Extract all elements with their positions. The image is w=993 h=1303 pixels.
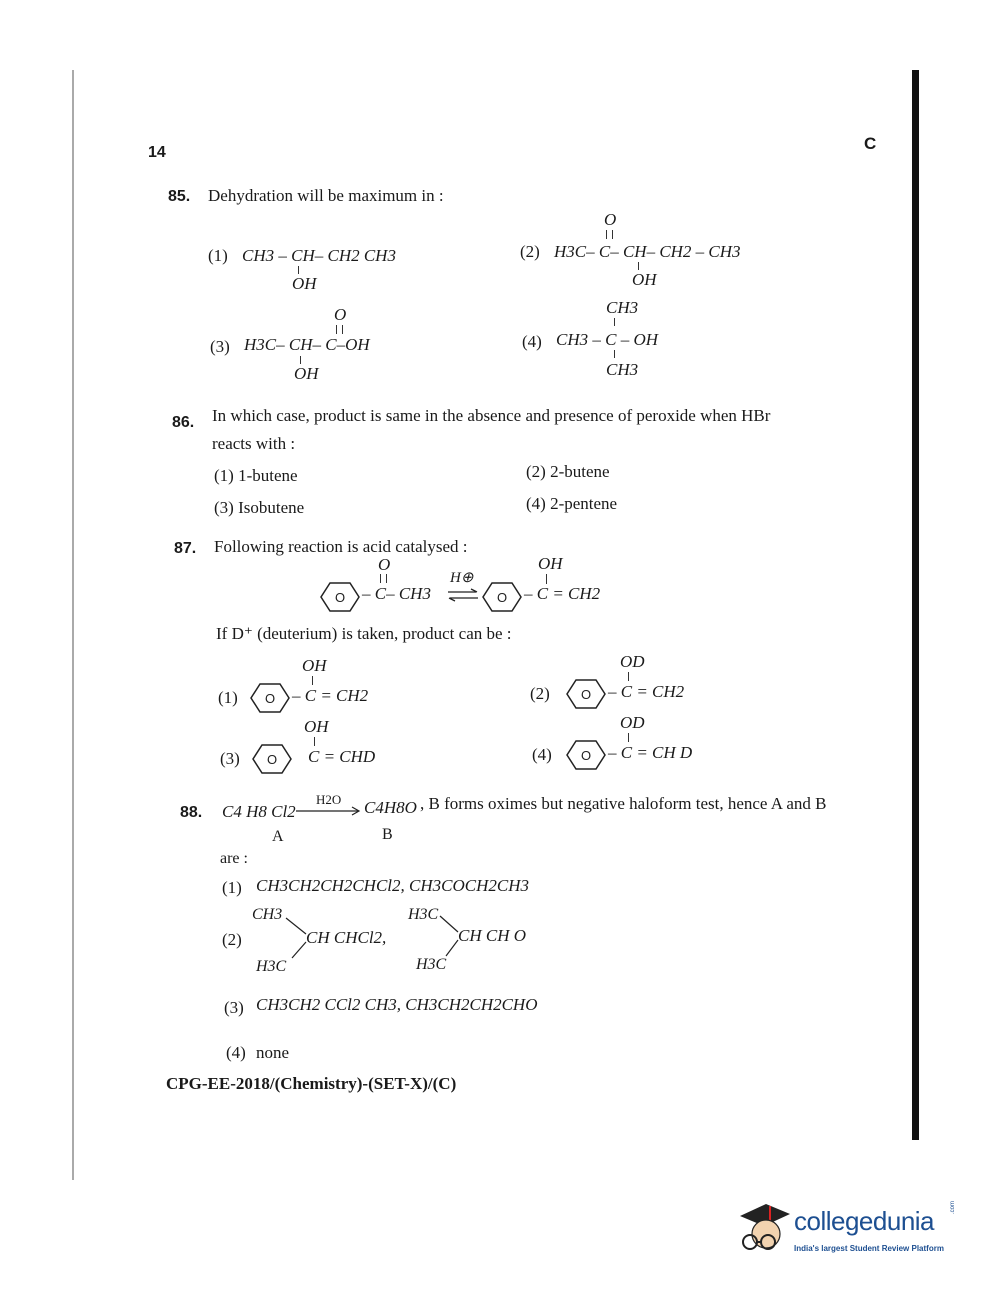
q87-number: 87.: [174, 540, 197, 557]
q88-number: 88.: [180, 804, 203, 821]
q87-text: Following reaction is acid catalysed :: [214, 537, 468, 556]
bond: [312, 676, 313, 685]
q85-o4-top: CH3: [606, 298, 639, 317]
q85-o4-label: (4): [522, 332, 542, 351]
benzene-ring-icon: [252, 743, 292, 775]
q87-o3-label: (3): [220, 749, 240, 768]
bond: [314, 737, 315, 746]
scan-edge-left: [72, 70, 74, 1180]
reaction-ketone-oxygen: O: [378, 555, 391, 574]
q85-o2-oxygen: O: [604, 210, 617, 229]
q88-o1-label: (1): [222, 878, 242, 897]
ring-label: O: [264, 691, 276, 706]
double-bond: [336, 325, 343, 334]
q86-option-3: (3) Isobutene: [214, 498, 305, 517]
q87-o1-label: (1): [218, 688, 238, 707]
q85-o1-oh: OH: [292, 274, 317, 293]
branch-bonds-icon: [436, 912, 462, 960]
bond: [298, 266, 299, 274]
q85-number: 85.: [168, 188, 191, 205]
q88-o2-a-bottom: H3C: [256, 958, 287, 975]
ring-label: O: [334, 590, 346, 605]
q87-o1-formula: – C = CH2: [292, 686, 369, 705]
q88-o2-b-main: CH CH O: [458, 926, 527, 945]
bond: [628, 672, 629, 681]
q87-o4-label: (4): [532, 745, 552, 764]
collegedunia-logo[interactable]: [736, 1200, 962, 1262]
page-footer: CPG-EE-2018/(Chemistry)-(SET-X)/(C): [166, 1074, 457, 1093]
q87-o2-formula: – C = CH2: [608, 682, 685, 701]
q88-o2-a-top: CH3: [252, 906, 283, 923]
q88-o3-label: (3): [224, 998, 244, 1017]
bond: [628, 733, 629, 742]
q87-o3-top: OH: [304, 717, 329, 736]
q86-option-2: (2) 2-butene: [526, 462, 610, 481]
q88-are: are :: [220, 850, 248, 867]
q88-label-a: A: [272, 828, 284, 845]
reaction-enol-oh: OH: [538, 554, 563, 573]
q86-text-line2: reacts with :: [212, 434, 296, 453]
q88-o2-label: (2): [222, 930, 242, 949]
q88-text: , B forms oximes but negative haloform test, hence A and B: [420, 794, 827, 813]
bond: [614, 350, 615, 358]
branch-bonds-icon: [282, 912, 308, 962]
q88-o2-a-main: CH CHCl2,: [306, 928, 387, 947]
q87-o4-top: OD: [620, 713, 645, 732]
q88-o3-formula: CH3CH2 CCl2 CH3, CH3CH2CH2CHO: [256, 995, 538, 1014]
logo-suffix: .com: [950, 1200, 956, 1214]
q88-o2-b-bottom: H3C: [416, 956, 447, 973]
q85-o2-oh: OH: [632, 270, 657, 289]
ring-label: O: [580, 687, 592, 702]
q88-product: C4H8O: [364, 798, 417, 817]
ring-label: O: [266, 752, 278, 767]
ring-label: O: [496, 590, 508, 605]
q86-text-line1: In which case, product is same in the absence and presence of peroxide when HBr: [212, 406, 771, 425]
q85-o4-bottom: CH3: [606, 360, 639, 379]
double-bond: [606, 230, 613, 239]
logo-name: collegedunia: [794, 1206, 935, 1236]
reaction-arrow-icon: [296, 806, 362, 816]
reaction-catalyst: H⊕: [450, 570, 474, 586]
q87-condition: If D⁺ (deuterium) is taken, product can be :: [216, 624, 512, 643]
benzene-ring-icon: [566, 739, 606, 771]
scan-edge-right: [912, 70, 919, 1140]
q87-o1-top: OH: [302, 656, 327, 675]
q85-text: Dehydration will be maximum in :: [208, 186, 444, 205]
q86-option-4: (4) 2-pentene: [526, 494, 618, 513]
q85-o3-formula: H3C– CH– C–OH: [244, 335, 370, 354]
reaction-reactant: – C– CH3: [362, 584, 431, 603]
bond: [614, 318, 615, 326]
benzene-ring-icon: [320, 581, 360, 613]
benzene-ring-icon: [250, 682, 290, 714]
benzene-ring-icon: [566, 678, 606, 710]
q85-o1-label: (1): [208, 246, 228, 265]
q85-o2-label: (2): [520, 242, 540, 261]
q86-option-1: (1) 1-butene: [214, 466, 298, 485]
page-number: 14: [148, 144, 166, 161]
logo-tagline: India's largest Student Review Platform: [794, 1244, 944, 1253]
double-bond: [380, 574, 387, 583]
ring-label: O: [580, 748, 592, 763]
q88-o2-b-top: H3C: [408, 906, 439, 923]
benzene-ring-icon: [482, 581, 522, 613]
q85-o1-formula: CH3 – CH– CH2 CH3: [242, 246, 396, 265]
q88-o4-formula: none: [256, 1043, 290, 1062]
q87-o3-formula: C = CHD: [308, 747, 376, 766]
q85-o3-oh: OH: [294, 364, 319, 383]
q87-o2-top: OD: [620, 652, 645, 671]
reaction-product: – C = CH2: [524, 584, 601, 603]
bond: [546, 574, 547, 584]
equilibrium-arrow-icon: [446, 588, 480, 602]
bond: [300, 356, 301, 364]
q85-o3-label: (3): [210, 337, 230, 356]
q88-reactant: C4 H8 Cl2: [222, 802, 296, 821]
q87-o4-formula: – C = CH D: [608, 743, 693, 762]
q85-o4-formula: CH3 – C – OH: [556, 330, 659, 349]
q85-o3-oxygen: O: [334, 305, 347, 324]
bond: [638, 262, 639, 270]
q88-o1-formula: CH3CH2CH2CHCl2, CH3COCH2CH3: [256, 876, 529, 895]
mascot-icon: [736, 1200, 792, 1260]
q87-o2-label: (2): [530, 684, 550, 703]
q86-number: 86.: [172, 414, 195, 431]
q88-label-b: B: [382, 826, 393, 843]
set-letter: C: [864, 134, 877, 153]
q88-o4-label: (4): [226, 1043, 246, 1062]
q88-reagent: H2O: [316, 792, 342, 807]
q85-o2-formula: H3C– C– CH– CH2 – CH3: [554, 242, 741, 261]
